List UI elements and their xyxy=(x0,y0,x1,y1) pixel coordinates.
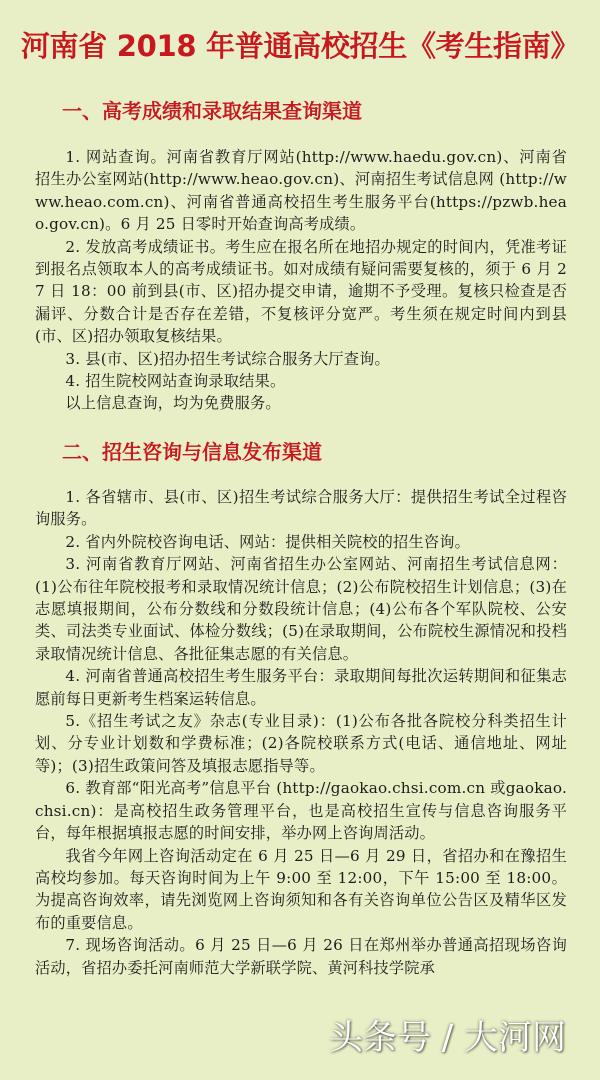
paragraph: 5.《招生考试之友》杂志(专业目录)：(1)公布各批各院校分科类招生计划、分专业计划数和学费标准；(2)各院校联系方式(电话、通信地址、网址等)；(3)招生政策问答及填报志愿指导等。 xyxy=(35,712,567,775)
watermark: 头条号 / 大河网 xyxy=(328,1018,566,1058)
page-title: 河南省 2018 年普通高校招生《考生指南》 xyxy=(20,29,580,63)
section-heading-consulting-channels: 二、招生咨询与信息发布渠道 xyxy=(62,440,322,464)
paragraph: 3. 河南省教育厅网站、河南省招生办公室网站、河南招生考试信息网：(1)公布往年院校报考和录取情况统计信息；(2)公布院校招生计划信息；(3)在志愿填报期间，公布分数线和分数段统计信息；(4)公布各个军队院校、公安类、司法类专业面试、体检分数线；(5)在录取期间，公布院校生源情况和投档录取情况统计信息、各批征集志愿的有关信息。 xyxy=(35,555,567,663)
paragraph: 6. 教育部“阳光高考”信息平台 (http://gaokao.chsi.com.cn 或gaokao.chsi.cn)：是高校招生政务管理平台，也是高校招生宣传与信息咨询服务平台，每年根据填报志愿的时间安排，举办网上咨询周活动。 xyxy=(35,779,567,843)
paragraph: 3. 县(市、区)招办招生考试综合服务大厅查询。 xyxy=(65,349,390,368)
paragraph: 以上信息查询，均为免费服务。 xyxy=(65,394,281,413)
section-heading-query-channels: 一、高考成绩和录取结果查询渠道 xyxy=(62,99,362,123)
section-consulting-channels xyxy=(35,486,567,979)
paragraph: 7. 现场咨询活动。6 月 25 日—6 月 26 日在郑州举办普通高招现场咨询活动，省招办委托河南师范大学新联学院、黄河科技学院承 xyxy=(35,936,567,977)
paragraph: 2. 发放高考成绩证书。考生应在报名所在地招办规定的时间内，凭准考证到报名点领取本人的高考成绩证书。如对成绩有疑问需要复核的，须于 6 月 27 日 18：00 前到县(市、区)招办提交申请，逾期不予受理。复核只检查是否漏评、分数合计是否存在差错，不复核评分宽严。考生须在规定时间内到县(市、区)招办领取复核结果。 xyxy=(35,237,567,346)
paragraph: 4. 河南省普通高校招生考生服务平台：录取期间每批次运转期间和征集志愿前每日更新考生档案运转信息。 xyxy=(35,667,567,708)
paragraph: 1. 网站查询。河南省教育厅网站(http://www.haedu.gov.cn)、河南省招生办公室网站(http://www.heao.gov.cn)、河南招生考试信息网 (http://www.heao.com.cn)、河南省普通高校招生考生服务平台(https://pzwb.heao.gov.cn)。6 月 25 日零时开始查询高考成绩。 xyxy=(35,148,567,234)
paragraph: 4. 招生院校网站查询录取结果。 xyxy=(65,372,286,391)
paragraph: 1. 各省辖市、县(市、区)招生考试综合服务大厅：提供招生考试全过程咨询服务。 xyxy=(35,488,567,529)
paragraph: 2. 省内外院校咨询电话、网站：提供相关院校的招生咨询。 xyxy=(65,532,470,551)
section-query-channels xyxy=(35,146,567,415)
paragraph: 我省今年网上咨询活动定在 6 月 25 日—6 月 29 日，省招办和在豫招生高校均参加。每天咨询时间为上午 9:00 至 12:00，下午 15:00 至 18:00。为提高咨询效率，请先浏览网上咨询须知和各有关咨询单位公告区及精华区发布的重要信息。 xyxy=(35,846,567,932)
